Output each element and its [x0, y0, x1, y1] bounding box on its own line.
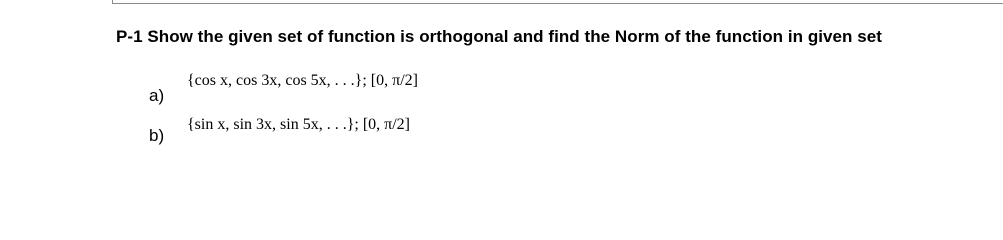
item-b-formula: {sin x, sin 3x, sin 5x, . . .}; [0, π/2] [187, 116, 410, 133]
item-a-formula: {cos x, cos 3x, cos 5x, . . .}; [0, π/2] [187, 72, 418, 89]
item-a-label: a) [149, 86, 165, 105]
top-border-line [112, 0, 1003, 4]
problem-title: P-1 Show the given set of function is orthogonal and find the Norm of the function in given set [116, 27, 882, 46]
item-b-label: b) [149, 126, 165, 145]
